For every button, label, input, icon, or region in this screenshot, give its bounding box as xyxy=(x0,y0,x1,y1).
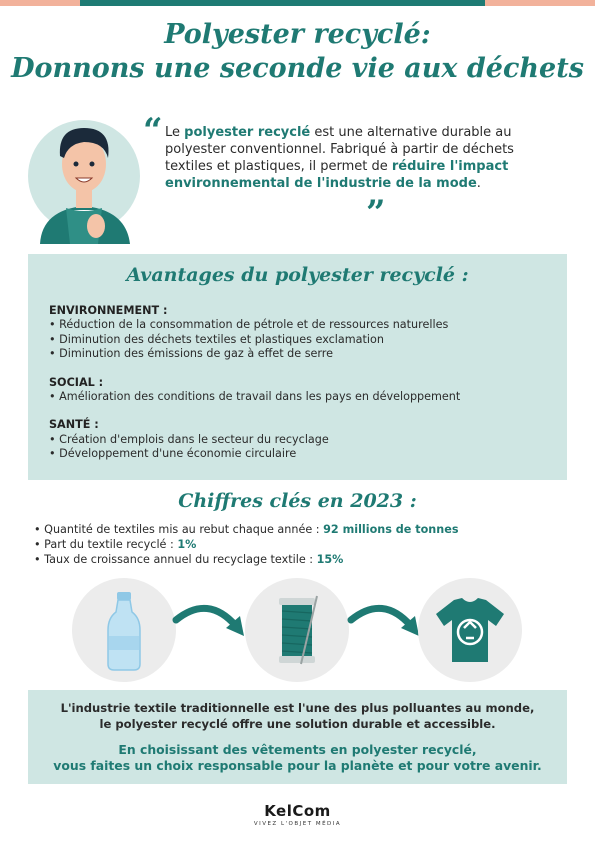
call-to-action: En choisissant des vêtements en polyester recyclé, vous faites un choix responsable pour la planète et pour votre avenir. xyxy=(53,742,542,773)
conclusion-panel xyxy=(28,690,567,784)
title-line-1: Polyester recyclé: xyxy=(164,19,431,50)
key-figures-list xyxy=(34,522,554,567)
logo-name: KelCom xyxy=(264,802,331,820)
list-item: • Diminution des émissions de gaz à effet de serre xyxy=(49,347,334,361)
plastic-bottle-icon xyxy=(72,578,176,682)
recycled-tshirt-icon xyxy=(418,578,522,682)
intro-quote: Le polyester recyclé est une alternative durable au polyester conventionnel. Fabriqué à partir de déchets textiles et plastiques, il permet de réduire l'impact environnemental de l'industrie de la mode. xyxy=(165,125,514,191)
advantages-list xyxy=(49,304,559,476)
close-quote-icon: ” xyxy=(366,193,386,233)
advantages-panel xyxy=(28,254,567,480)
thread-spool-icon xyxy=(245,578,349,682)
list-item: • Création d'emplois dans le secteur du recyclage xyxy=(49,432,329,446)
list-item: • Réduction de la consommation de pétrole et de ressources naturelles xyxy=(49,318,449,332)
arrow-icon xyxy=(345,598,425,644)
group-heading: ENVIRONNEMENT : xyxy=(49,304,168,317)
man-avatar-illustration xyxy=(26,98,142,244)
conclusion-text: L'industrie textile traditionnelle est l'une des plus polluantes au monde, le polyester recyclé offre une solution durable et accessible. xyxy=(60,701,535,731)
logo-tagline: VIVEZ L'OBJET MÉDIA xyxy=(253,821,342,827)
group-environment xyxy=(49,304,559,362)
open-quote-icon: “ xyxy=(143,111,163,151)
page-title xyxy=(0,18,595,86)
list-item: • Diminution des déchets textiles et plastiques exclamation xyxy=(49,332,384,346)
list-item: • Développement d'une économie circulaire xyxy=(49,447,297,461)
title-line-2: Donnons une seconde vie aux déchets xyxy=(11,53,584,84)
list-item: • Amélioration des conditions de travail dans les pays en développement xyxy=(49,390,461,404)
advantages-title: Avantages du polyester recyclé : xyxy=(126,264,469,286)
spool-circle xyxy=(245,578,349,682)
group-heading: SANTÉ : xyxy=(49,418,99,432)
highlight-recycled-polyester: polyester recyclé xyxy=(184,125,311,140)
key-figure-item: • Quantité de textiles mis au rebut chaque année : 92 millions de tonnes xyxy=(34,523,459,536)
highlight-impact: réduire l'impact environnemental de l'industrie de la mode xyxy=(165,159,509,191)
group-social xyxy=(49,376,559,405)
group-health xyxy=(49,418,559,461)
bottle-circle xyxy=(72,578,176,682)
key-figure-item: • Part du textile recyclé : 1% xyxy=(34,538,197,551)
key-figures-title: Chiffres clés en 2023 : xyxy=(178,490,417,512)
kelcom-logo xyxy=(0,802,595,827)
group-heading: SOCIAL : xyxy=(49,375,104,389)
key-figure-item: • Taux de croissance annuel du recyclage textile : 15% xyxy=(34,553,344,566)
tshirt-circle xyxy=(418,578,522,682)
top-stripe xyxy=(0,0,595,6)
arrow-icon xyxy=(170,598,250,644)
